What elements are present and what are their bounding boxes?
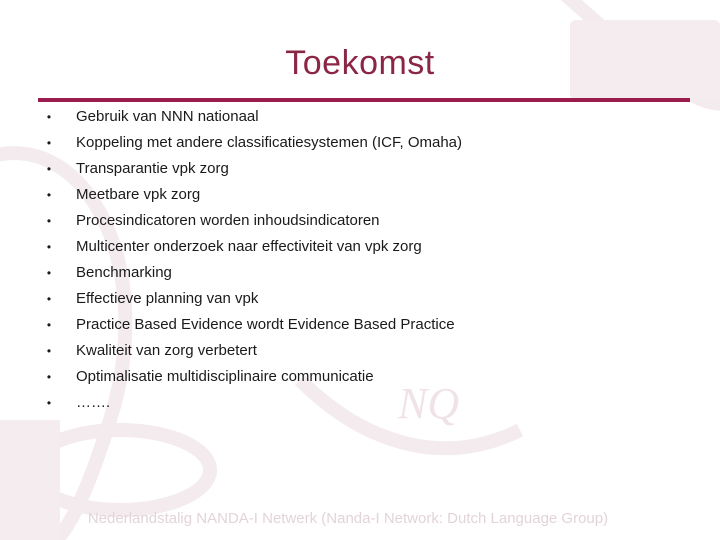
list-item-text: Meetbare vpk zorg [76,186,201,203]
list-item [44,130,462,156]
bullet-icon: • [46,188,52,202]
list-item-text: Effectieve planning van vpk [76,290,259,307]
title-underline [38,98,690,102]
bullet-list [44,104,462,416]
list-item-text: Benchmarking [76,264,172,281]
list-item-text: Multicenter onderzoek naar effectiviteit van vpk zorg [76,238,422,255]
list-item-text: Procesindicatoren worden inhoudsindicatoren [76,212,380,229]
slide-footer: Nederlandstalig NANDA-I Netwerk (Nanda-I Network: Dutch Language Group) [87,510,609,527]
list-item-text: Practice Based Evidence wordt Evidence Based Practice [76,316,455,333]
list-item [44,338,462,364]
list-item [44,286,462,312]
slide-title: Toekomst [285,44,435,82]
list-item-text: ……. [76,394,111,411]
list-item-text: Optimalisatie multidisciplinaire communicatie [76,368,374,385]
watermark-logo: NQ [398,379,460,428]
bullet-icon: • [46,240,52,254]
list-item [44,390,462,416]
bullet-icon: • [46,110,52,124]
list-item-text: Transparantie vpk zorg [76,160,229,177]
list-item-text: Kwaliteit van zorg verbetert [76,342,257,359]
bullet-icon: • [46,292,52,306]
bullet-icon: • [46,214,52,228]
list-item [44,208,462,234]
bullet-icon: • [46,396,52,410]
bullet-icon: • [46,318,52,332]
bullet-icon: • [46,266,52,280]
list-item [44,104,462,130]
list-item [44,364,462,390]
list-item [44,182,462,208]
list-item-text: Gebruik van NNN nationaal [76,108,259,125]
list-item [44,234,462,260]
bullet-icon: • [46,344,52,358]
bullet-icon: • [46,370,52,384]
list-item [44,156,462,182]
list-item-text: Koppeling met andere classificatiesystemen (ICF, Omaha) [76,134,463,151]
list-item [44,312,462,338]
bullet-icon: • [46,162,52,176]
bullet-icon: • [46,136,52,150]
list-item [44,260,462,286]
